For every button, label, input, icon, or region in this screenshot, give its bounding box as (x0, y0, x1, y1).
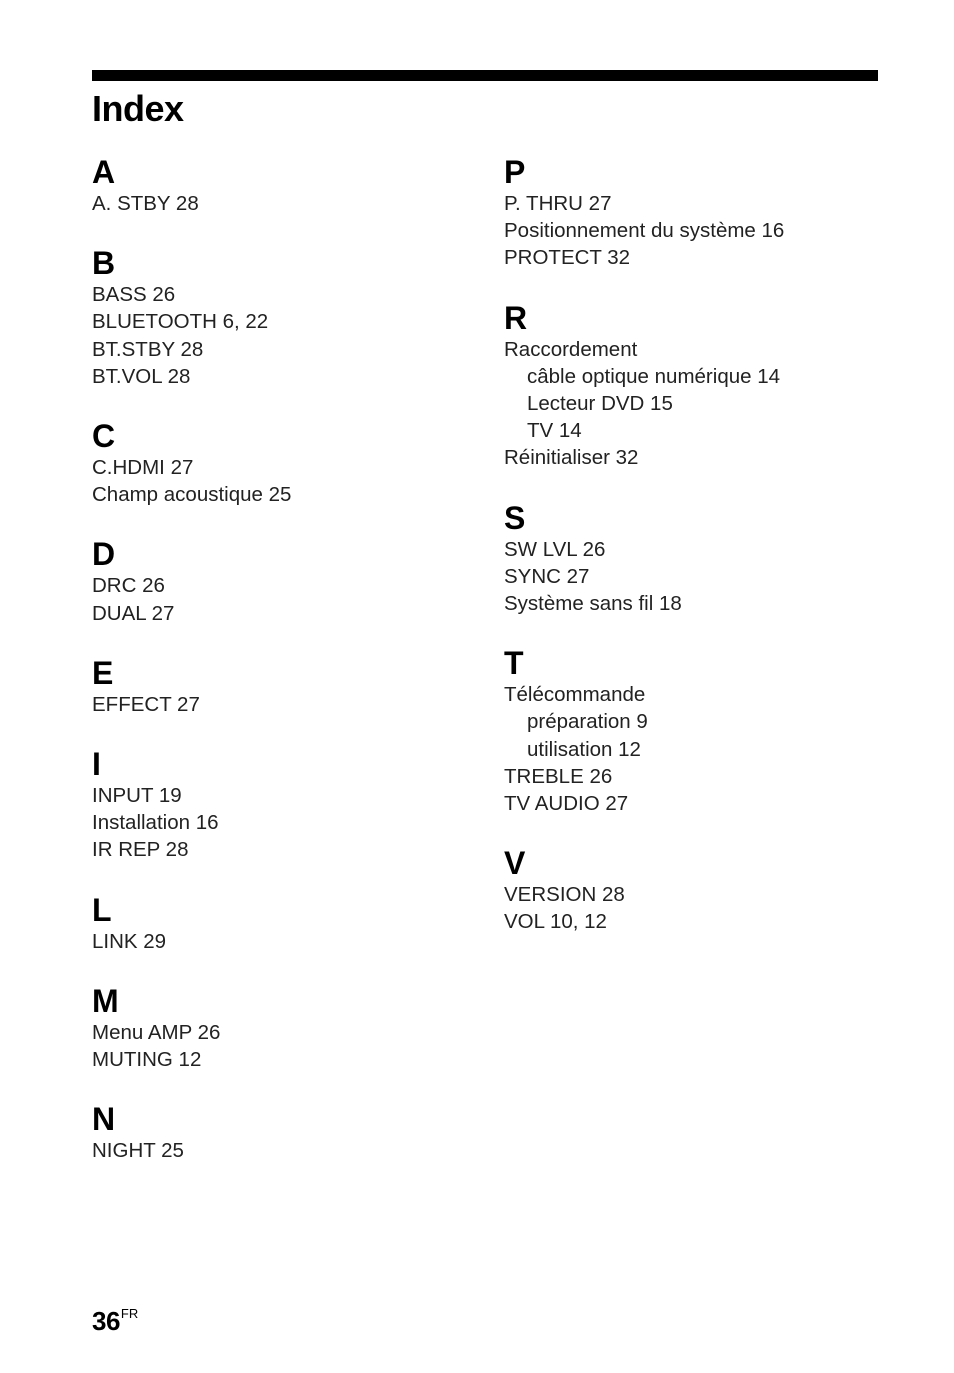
index-entry: P. THRU 27 (504, 192, 612, 215)
index-entry: BT.VOL 28 (92, 364, 191, 388)
index-entry: Champ acoustique 25 (92, 483, 292, 507)
index-entry: Positionnement du système 16 (504, 219, 785, 243)
index-entry: SYNC 27 (504, 564, 590, 588)
index-entry: VERSION 28 (504, 883, 625, 907)
index-section-m (92, 981, 492, 1073)
index-entry: IR REP 28 (92, 838, 189, 862)
index-subentry: Lecteur DVD 15 (527, 392, 673, 416)
section-letter: M (92, 982, 119, 1019)
section-letter: A (92, 154, 116, 190)
index-entry: BASS 26 (92, 283, 176, 307)
index-subentry: câble optique numérique 14 (527, 364, 781, 388)
index-section-r (504, 298, 904, 472)
index-section-p (504, 152, 904, 272)
index-entry: TREBLE 26 (504, 764, 613, 788)
index-entry: Télécommande (504, 683, 646, 707)
index-section-n (92, 1099, 492, 1164)
index-entry: LINK 29 (92, 929, 167, 953)
index-entry: Système sans fil 18 (504, 592, 682, 616)
index-column-right (504, 152, 904, 962)
index-subentry: préparation 9 (527, 710, 648, 734)
index-entry: VOL 10, 12 (504, 910, 607, 934)
title-rule (92, 70, 878, 81)
index-section-a (92, 152, 492, 217)
index-entry: DUAL 27 (92, 601, 175, 625)
section-letter: N (92, 1101, 116, 1138)
index-entry: BLUETOOTH 6, 22 (92, 310, 269, 334)
section-letter: C (92, 418, 116, 455)
section-letter: E (92, 654, 114, 691)
index-entry: PROTECT 32 (504, 246, 631, 270)
index-section-v (504, 843, 904, 935)
page-title: Index (92, 88, 184, 129)
index-entry: MUTING 12 (92, 1048, 202, 1072)
index-entry: BT.STBY 28 (92, 337, 204, 361)
index-section-c (92, 416, 492, 508)
index-section-s (504, 498, 904, 618)
section-letter: P (504, 154, 526, 190)
index-entry: SW LVL 26 (504, 537, 606, 561)
index-entry: Menu AMP 26 (92, 1020, 221, 1044)
section-letter: V (504, 845, 526, 882)
index-entry: A. STBY 28 (92, 192, 199, 215)
section-letter: S (504, 499, 526, 536)
index-entry: EFFECT 27 (92, 692, 200, 716)
section-letter: L (92, 891, 112, 928)
index-entry: Réinitialiser 32 (504, 446, 639, 470)
index-column-left (92, 152, 492, 1190)
section-letter: I (92, 746, 101, 783)
index-subentry: utilisation 12 (527, 737, 641, 761)
page-footer (92, 1306, 138, 1337)
page-number: 36 (92, 1306, 120, 1336)
index-entry: Installation 16 (92, 811, 219, 835)
index-section-t (504, 643, 904, 817)
index-section-d (92, 534, 492, 626)
index-subentry: TV 14 (527, 419, 582, 443)
index-entry: C.HDMI 27 (92, 456, 194, 480)
index-entry: INPUT 19 (92, 784, 182, 808)
index-entry: NIGHT 25 (92, 1139, 184, 1163)
index-section-e (92, 653, 492, 718)
index-entry: DRC 26 (92, 574, 165, 598)
section-letter: R (504, 299, 528, 336)
section-letter: T (504, 645, 524, 682)
section-letter: B (92, 245, 116, 282)
language-code: FR (120, 1306, 139, 1321)
index-entry: TV AUDIO 27 (504, 792, 629, 816)
index-section-l (92, 890, 492, 955)
index-section-i (92, 744, 492, 864)
section-letter: D (92, 536, 116, 573)
index-section-b (92, 243, 492, 390)
index-entry: Raccordement (504, 337, 638, 361)
